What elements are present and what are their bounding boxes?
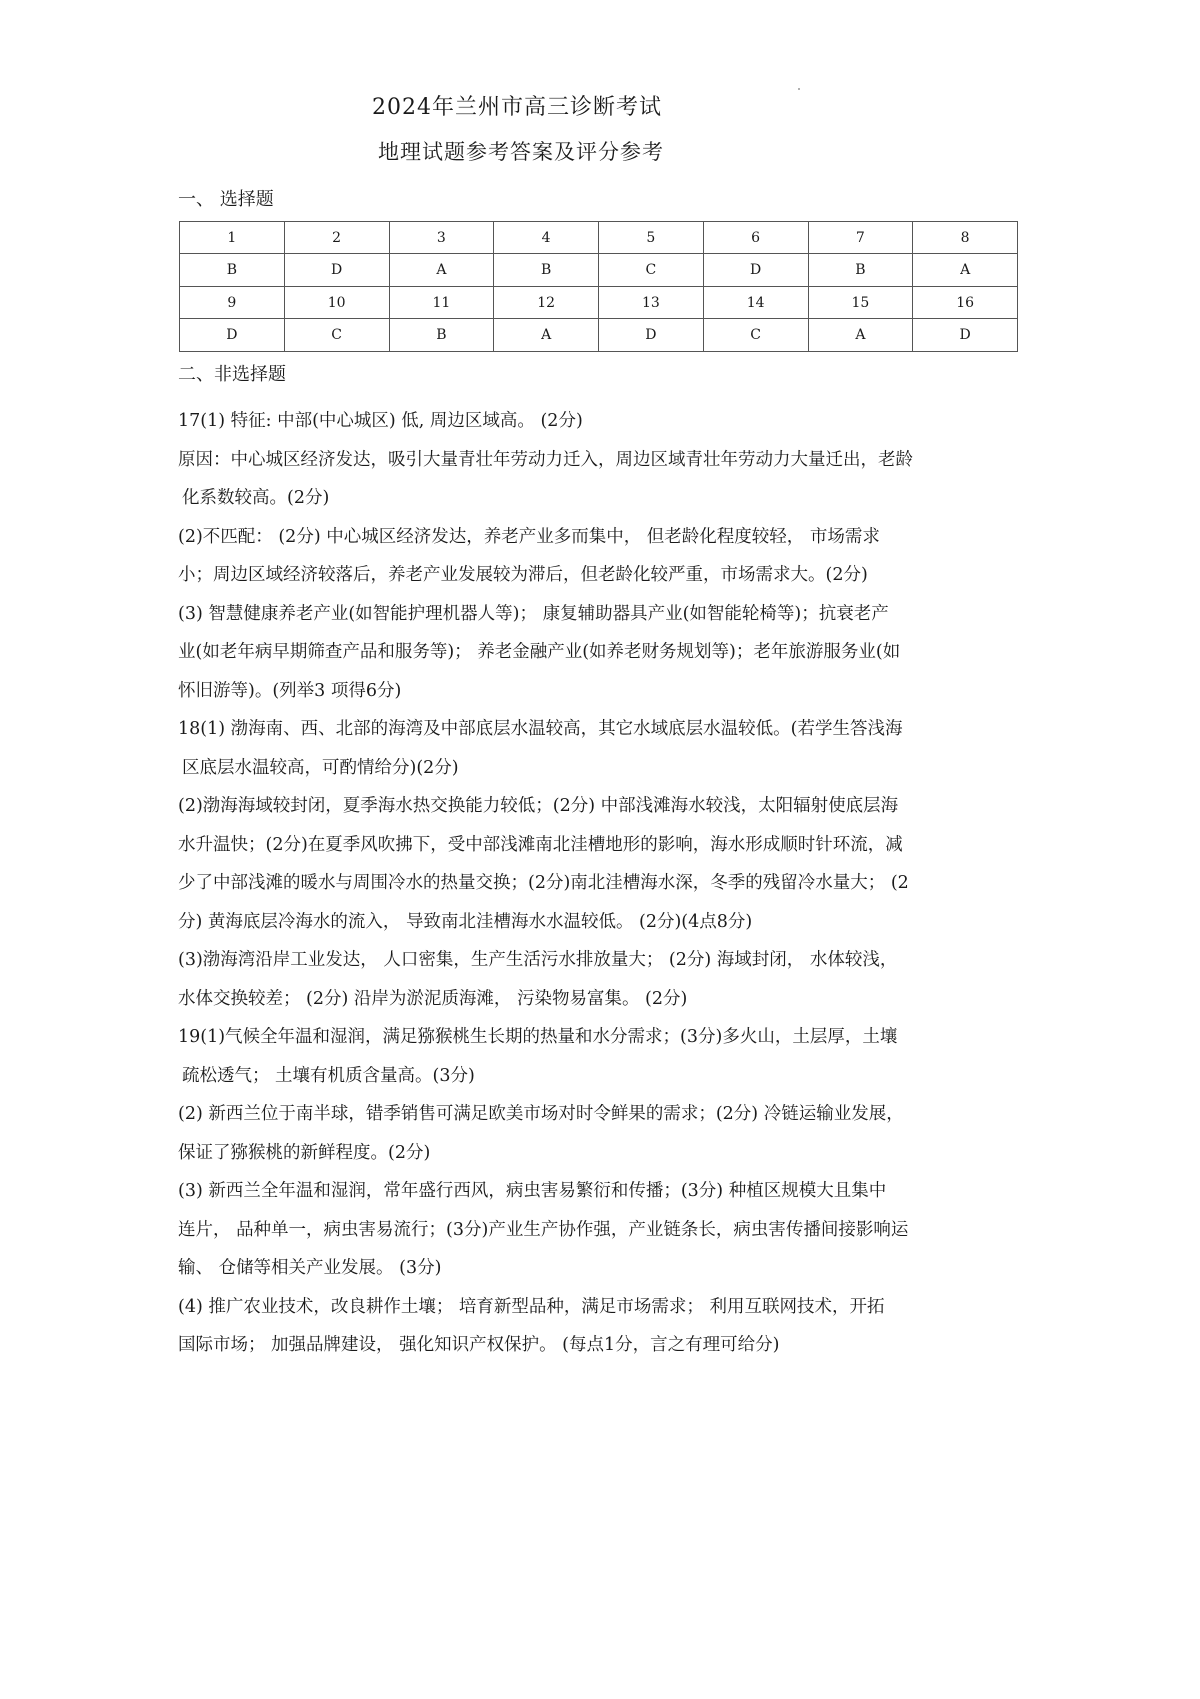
table-cell: 14 [703, 287, 808, 319]
answer-line: (3) 新西兰全年温和湿润，常年盛行西风，病虫害易繁衍和传播；(3分) 种植区规模大且集中 [178, 1181, 887, 1201]
answer-line: 19(1)气候全年温和湿润，满足猕猴桃生长期的热量和水分需求；(3分)多火山，土层厚，土壤 [178, 1027, 898, 1047]
table-cell: B [389, 319, 494, 352]
table-cell: 12 [494, 287, 599, 319]
free-response-answers [178, 402, 1038, 1365]
table-cell: A [389, 254, 494, 287]
answer-line: 怀旧游等)。(列举3 项得6分) [178, 680, 402, 701]
table-cell: A [494, 319, 599, 352]
section-heading-multiple-choice: 一、 选择题 [178, 189, 274, 210]
table-cell: 9 [180, 287, 285, 319]
answer-line: 水体交换较差； (2分) 沿岸为淤泥质海滩， 污染物易富集。 (2分) [178, 988, 688, 1009]
table-cell: D [599, 319, 704, 352]
answer-line: 18(1) 渤海南、西、北部的海湾及中部底层水温较高，其它水域底层水温较低。(若学生答浅海 [178, 719, 903, 739]
table-cell: 13 [599, 287, 704, 319]
document-subtitle: 地理试题参考答案及评分参考 [378, 140, 664, 164]
answer-line: (2)不匹配： (2分) 中心城区经济发达，养老产业多而集中， 但老龄化程度较轻， 市场需求 [178, 526, 880, 547]
table-row-answers [180, 319, 1018, 352]
answer-line: (2)渤海海域较封闭，夏季海水热交换能力较低；(2分) 中部浅滩海水较浅，太阳辐射使底层海 [178, 796, 899, 816]
answer-line: 17(1) 特征: 中部(中心城区) 低, 周边区域高。 (2分) [178, 411, 583, 431]
answer-line: 国际市场； 加强品牌建设， 强化知识产权保护。 (每点1分，言之有理可给分) [178, 1335, 780, 1355]
scan-speck [798, 88, 800, 90]
table-cell: 10 [284, 287, 389, 319]
answer-line: 连片， 品种单一，病虫害易流行；(3分)产业生产协作强，产业链条长，病虫害传播间接影响运 [178, 1219, 909, 1240]
document-title: 2024年兰州市高三诊断考试 [372, 95, 662, 120]
table-cell: 5 [599, 222, 704, 254]
answer-table [179, 221, 1018, 352]
answer-line: 少了中部浅滩的暖水与周围冷水的热量交换；(2分)南北洼槽海水深，冬季的残留冷水量大； (2 [178, 873, 909, 893]
answer-line: (2) 新西兰位于南半球，错季销售可满足欧美市场对时令鲜果的需求；(2分) 冷链运输业发展， [178, 1104, 904, 1124]
table-cell: 15 [808, 287, 913, 319]
table-row-question-numbers [180, 287, 1018, 319]
answer-line: 水升温快；(2分)在夏季风吹拂下，受中部浅滩南北洼槽地形的影响，海水形成顺时针环流，减 [178, 834, 903, 855]
table-cell: A [913, 254, 1018, 287]
table-cell: 6 [703, 222, 808, 254]
table-cell: 7 [808, 222, 913, 254]
table-cell: A [808, 319, 913, 352]
answer-line: (3)渤海湾沿岸工业发达， 人口密集，生产生活污水排放量大； (2分) 海域封闭， 水体较浅， [178, 950, 898, 970]
answer-line: (4) 推广农业技术，改良耕作土壤； 培育新型品种，满足市场需求； 利用互联网技术，开拓 [178, 1296, 885, 1317]
answer-line: 小；周边区域经济较落后，养老产业发展较为滞后，但老龄化较严重，市场需求大。(2分) [178, 565, 868, 585]
table-row-question-numbers [180, 222, 1018, 254]
answer-line: 保证了猕猴桃的新鲜程度。(2分) [178, 1142, 431, 1163]
answer-line: 疏松透气； 土壤有机质含量高。(3分) [182, 1065, 475, 1086]
table-cell: 16 [913, 287, 1018, 319]
answer-line: 化系数较高。(2分) [182, 488, 330, 508]
table-cell: 4 [494, 222, 599, 254]
table-cell: C [599, 254, 704, 287]
answer-line: 区底层水温较高，可酌情给分)(2分) [182, 757, 459, 778]
table-cell: B [180, 254, 285, 287]
table-cell: B [808, 254, 913, 287]
table-cell: 11 [389, 287, 494, 319]
table-cell: D [180, 319, 285, 352]
answer-line: 原因：中心城区经济发达，吸引大量青壮年劳动力迁入，周边区域青壮年劳动力大量迁出，老龄 [178, 449, 913, 470]
table-cell: C [284, 319, 389, 352]
table-cell: 8 [913, 222, 1018, 254]
table-cell: D [284, 254, 389, 287]
answer-line: 分) 黄海底层冷海水的流入， 导致南北洼槽海水水温较低。 (2分)(4点8分) [178, 911, 753, 932]
table-cell: D [913, 319, 1018, 352]
table-row-answers [180, 254, 1018, 287]
answer-line: 业(如老年病早期筛查产品和服务等)； 养老金融产业(如养老财务规划等)；老年旅游服务业(如 [178, 642, 901, 662]
table-cell: B [494, 254, 599, 287]
table-cell: 2 [284, 222, 389, 254]
table-cell: D [703, 254, 808, 287]
answer-line: 输、 仓储等相关产业发展。 (3分) [178, 1258, 442, 1278]
section-heading-free-response: 二、非选择题 [178, 364, 286, 385]
table-cell: 3 [389, 222, 494, 254]
answer-line: (3) 智慧健康养老产业(如智能护理机器人等)； 康复辅助器具产业(如智能轮椅等)；抗衰老产 [178, 603, 889, 624]
table-cell: C [703, 319, 808, 352]
table-cell: 1 [180, 222, 285, 254]
